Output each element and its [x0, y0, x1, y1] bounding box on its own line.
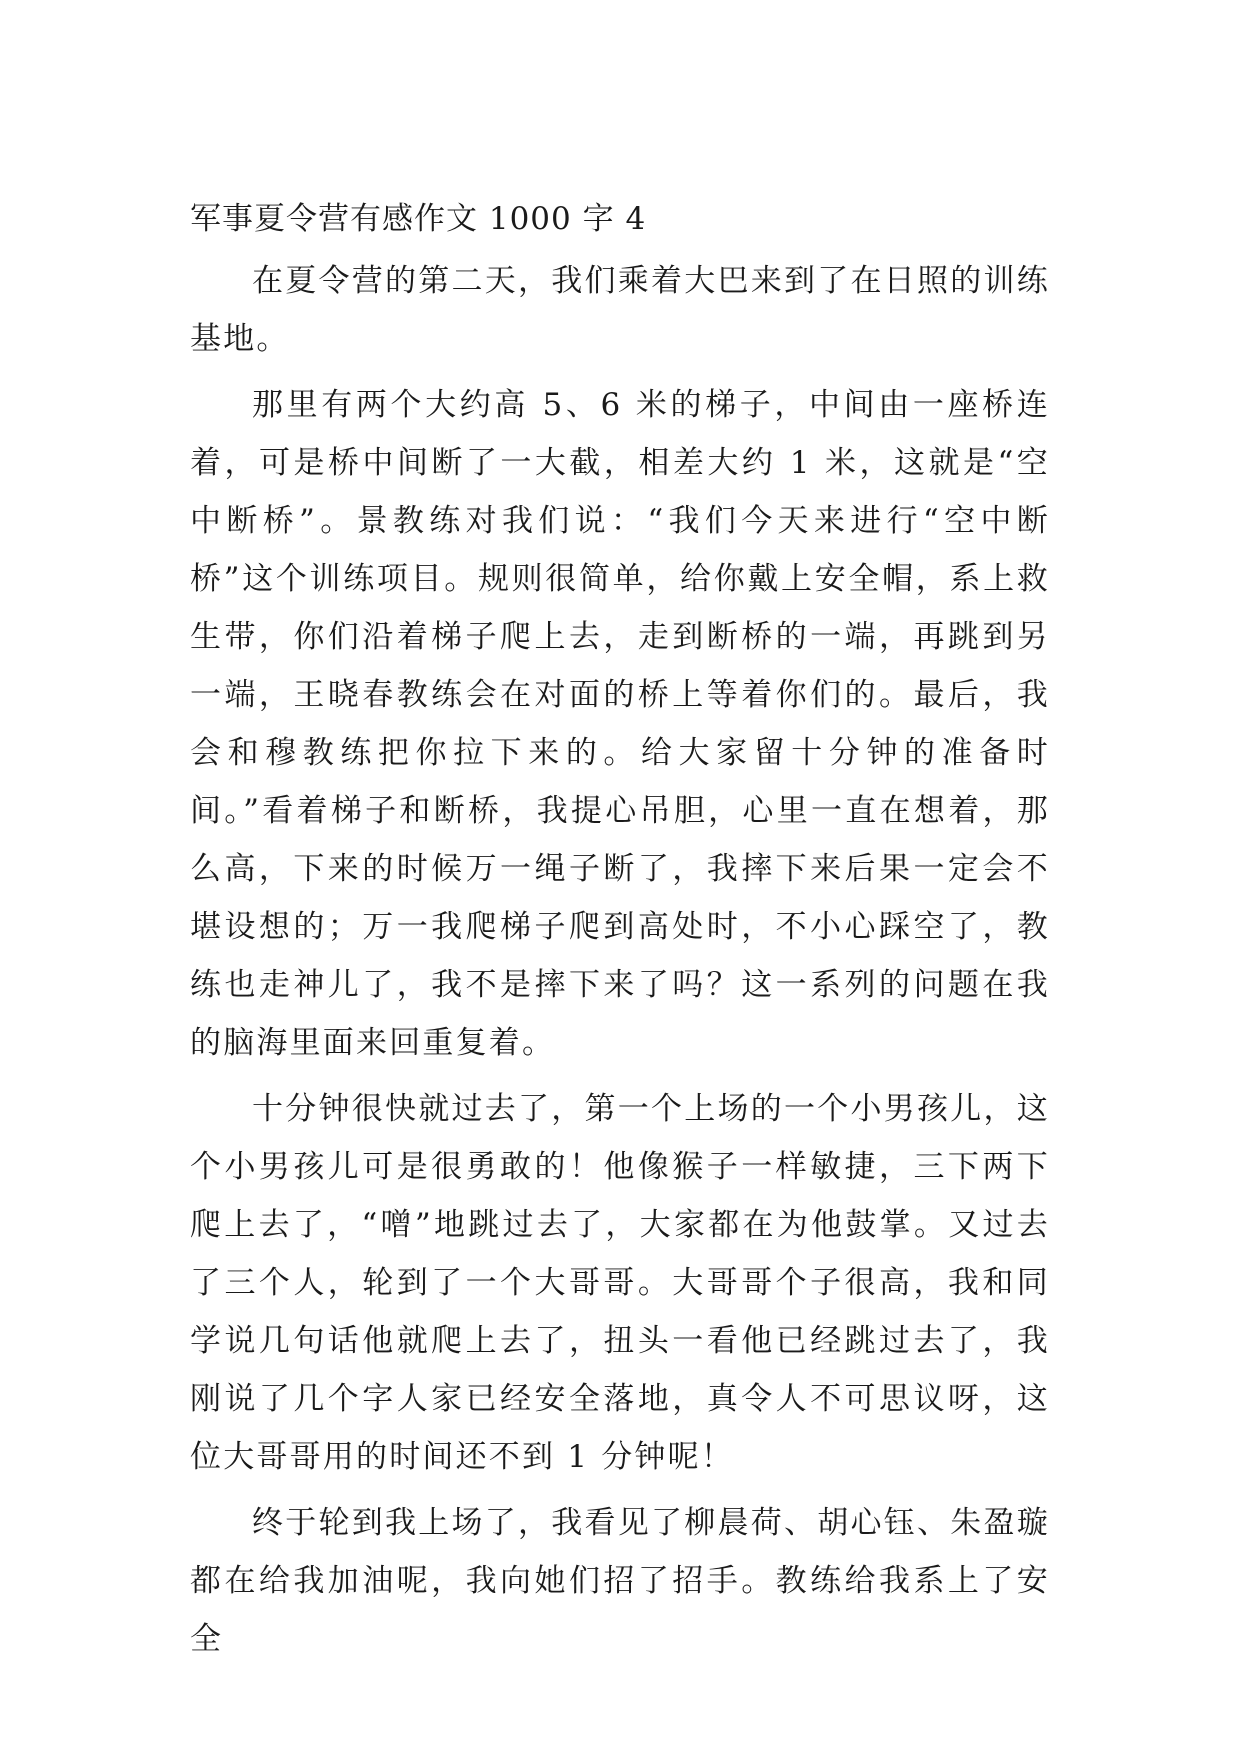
- paragraph-others-jump: 十分钟很快就过去了，第一个上场的一个小男孩儿，这个小男孩儿可是很勇敢的！他像猴子一样敏捷，三下两下爬上去了，“噌”地跳过去了，大家都在为他鼓掌。又过去了三个人，轮到了一个大哥哥。大哥哥个子很高，我和同学说几句话他就爬上去了，扭头一看他已经跳过去了，我刚说了几个字人家已经安全落地，真令人不可思议呀，这位大哥哥用的时间还不到 1 分钟呢！: [190, 1091, 1050, 1475]
- paragraph-my-turn: 终于轮到我上场了，我看见了柳晨荷、胡心钰、朱盈璇都在给我加油呢，我向她们招了招手。教练给我系上了安全: [190, 1505, 1050, 1657]
- paragraph-bridge-description: 那里有两个大约高 5、6 米的梯子，中间由一座桥连着，可是桥中间断了一大截，相差大约 1 米，这就是“空中断桥”。景教练对我们说：“我们今天来进行“空中断桥”这个训练项目。规则很简单，给你戴上安全帽，系上救生带，你们沿着梯子爬上去，走到断桥的一端，再跳到另一端，王晓春教练会在对面的桥上等着你们的。最后，我会和穆教练把你拉下来的。给大家留十分钟的准备时间。”看着梯子和断桥，我提心吊胆，心里一直在想着，那么高，下来的时候万一绳子断了，我摔下来后果一定会不堪设想的；万一我爬梯子爬到高处时，不小心踩空了，教练也走神儿了，我不是摔下来了吗？这一系列的问题在我的脑海里面来回重复着。: [190, 387, 1050, 1061]
- paragraph-arrival: 在夏令营的第二天，我们乘着大巴来到了在日照的训练基地。: [190, 263, 1050, 357]
- document-title: 军事夏令营有感作文 1000 字 4: [190, 201, 647, 237]
- document-body: [190, 194, 1050, 1676]
